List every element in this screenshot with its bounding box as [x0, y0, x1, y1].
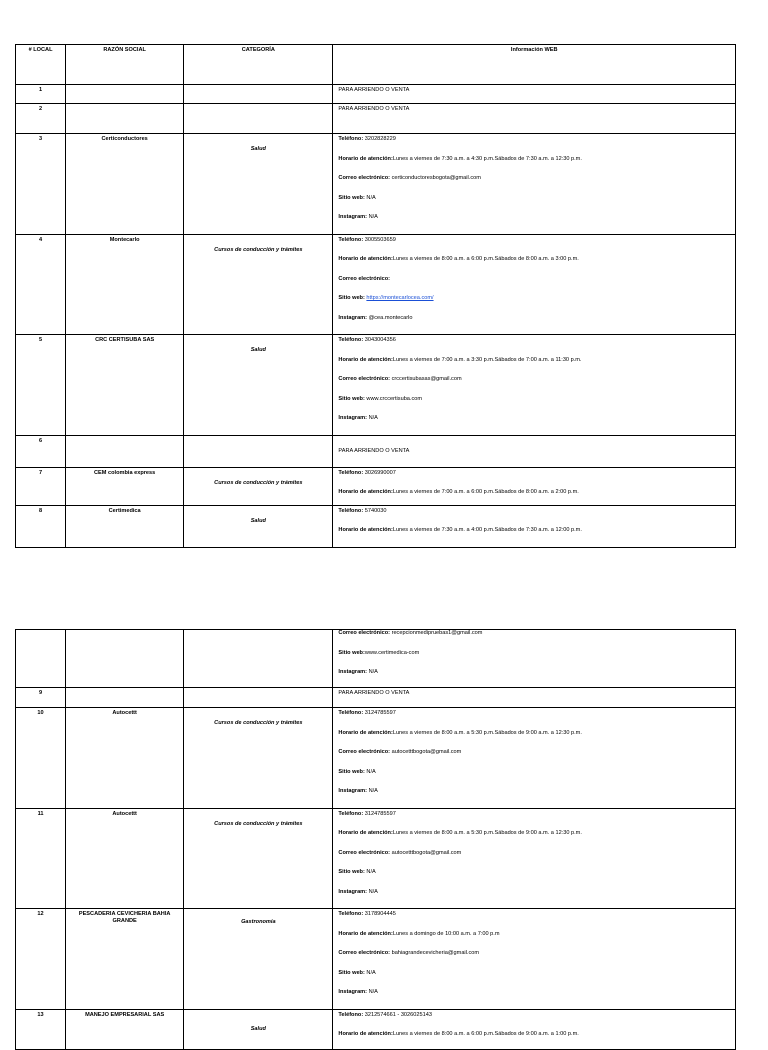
instagram-value: N/A: [367, 415, 378, 421]
hours-label: Horario de atención:: [338, 489, 393, 495]
hours-value: Lunes a viernes de 7:30 a.m. a 4:00 p.m.Sábados de 7:30 a.m. a 12:00 p.m.: [392, 527, 582, 533]
instagram-value: N/A: [367, 888, 378, 895]
phone-value: 3124785597: [363, 710, 396, 716]
row-number: 7: [16, 467, 66, 505]
row-info: [333, 1009, 736, 1049]
instagram-line: [338, 989, 735, 1009]
row-number: 5: [16, 335, 66, 436]
table-row: [16, 505, 736, 547]
email-label: Correo electrónico:: [338, 849, 391, 856]
row-category: Salud: [184, 335, 333, 436]
email-label: Correo electrónico:: [338, 376, 391, 382]
instagram-value: N/A: [367, 788, 378, 794]
phone-value: 3212574661 - 3026025143: [363, 1011, 432, 1018]
row-info: [333, 335, 736, 436]
phone-value: 3005503659: [363, 236, 396, 243]
website-label: Sitio web:: [338, 295, 365, 301]
website-line: [338, 295, 735, 315]
email-line: [338, 749, 735, 769]
hours-label: Horario de atención:: [338, 256, 393, 262]
table-row: [16, 688, 736, 708]
table-row: [16, 85, 736, 104]
hours-value: Lunes a viernes de 7:00 a.m. a 6:00 p.m.Sábados de 8:00 a.m. a 2:00 p.m.: [392, 489, 579, 495]
table-row: [16, 104, 736, 134]
hours-label: Horario de atención:: [338, 155, 393, 162]
phone-line: [338, 811, 735, 831]
hours-line: [338, 156, 735, 176]
email-label: Correo electrónico:: [338, 175, 391, 181]
phone-line: [338, 136, 735, 156]
phone-line: [338, 237, 735, 257]
row-number: 10: [16, 708, 66, 809]
website-value: www.crccertisuba.com: [364, 395, 423, 402]
phone-label: Teléfono:: [338, 911, 364, 917]
website-label: Sitio web:: [338, 768, 365, 775]
email-value: certiconductoresbogota@gmail.com: [390, 175, 481, 181]
phone-line: [338, 470, 735, 490]
row-category: Gastronomía: [184, 909, 333, 1010]
hours-line: [338, 527, 735, 539]
phone-value: 3043004356: [363, 337, 396, 343]
row-name: Montecarlo: [66, 234, 184, 335]
website-value: www.certimedica-com: [364, 649, 420, 656]
row-number: 6: [16, 435, 66, 467]
table-row: [16, 630, 736, 688]
email-value: recepcionmedipruebas1@gmail.com: [390, 630, 483, 636]
table-row: [16, 335, 736, 436]
website-value: N/A: [364, 869, 376, 875]
header-local: # LOCAL: [16, 45, 66, 85]
instagram-line: [338, 788, 735, 808]
phone-label: Teléfono:: [338, 710, 364, 716]
header-row: [16, 45, 736, 85]
row-name: Autocettt: [66, 708, 184, 809]
row-info: [333, 708, 736, 809]
phone-value: 3178904445: [363, 911, 396, 917]
email-value: autocetttbogota@gmail.com: [390, 749, 462, 755]
instagram-label: Instagram:: [338, 669, 368, 675]
email-line: [338, 276, 735, 296]
email-line: [338, 376, 735, 396]
hours-value: Lunes a viernes de 8:00 a.m. a 6:00 p.m.Sábados de 9:00 a.m. a 1:00 p.m.: [392, 1031, 579, 1037]
table-row: [16, 467, 736, 505]
email-label: Correo electrónico:: [338, 749, 391, 755]
phone-line: [338, 1012, 735, 1032]
hours-line: [338, 931, 735, 951]
website-line: [338, 396, 735, 416]
row-info: [333, 505, 736, 547]
row-category: [184, 104, 333, 134]
email-line: [338, 950, 735, 970]
row-info: [333, 85, 736, 104]
website-label: Sitio web:: [338, 395, 365, 402]
table-row: [16, 1009, 736, 1049]
row-name: Autocettt: [66, 808, 184, 909]
row-number: 8: [16, 505, 66, 547]
hours-label: Horario de atención:: [338, 356, 393, 363]
header-info-web: Información WEB: [333, 45, 736, 85]
hours-value: Lunes a viernes de 8:00 a.m. a 5:30 p.m.Sábados de 9:00 a.m. a 12:30 p.m.: [392, 830, 582, 836]
row-info: [333, 688, 736, 708]
instagram-value: @cea.montecarlo: [367, 314, 413, 321]
row-info: [333, 467, 736, 505]
phone-value: 3026990007: [363, 469, 396, 476]
row-name: CEM colombia express: [66, 467, 184, 505]
website-line: [338, 970, 735, 990]
email-label: Correo electrónico:: [338, 950, 391, 956]
email-value: crccertisubasas@gmail.com: [390, 376, 462, 382]
hours-line: [338, 357, 735, 377]
rent-notice: PARA ARRIENDO O VENTA: [338, 447, 410, 454]
phone-value: 3202828229: [363, 136, 396, 142]
instagram-line: [338, 889, 735, 909]
website-line: [338, 650, 735, 670]
row-info: [333, 630, 736, 688]
phone-line: [338, 710, 735, 730]
hours-line: [338, 256, 735, 276]
row-name: [66, 688, 184, 708]
instagram-label: Instagram:: [338, 214, 368, 220]
row-category: [184, 85, 333, 104]
row-name: CRC CERTISUBA SAS: [66, 335, 184, 436]
row-number: 12: [16, 909, 66, 1010]
row-info: [333, 435, 736, 467]
row-name: PESCADERIA CEVICHERIA BAHIA GRANDE: [66, 909, 184, 1010]
rent-notice: PARA ARRIENDO O VENTA: [338, 87, 410, 93]
row-info: [333, 134, 736, 235]
row-number: 3: [16, 134, 66, 235]
phone-value: 5740030: [363, 507, 387, 514]
row-category: Salud: [184, 1009, 333, 1049]
row-info: [333, 234, 736, 335]
email-value: bahiagrandecevicheria@gmail.com: [390, 950, 480, 956]
row-number: 2: [16, 104, 66, 134]
row-number: 4: [16, 234, 66, 335]
locales-table-page-2: [15, 629, 736, 1050]
row-number: 11: [16, 808, 66, 909]
website-line: [338, 195, 735, 215]
email-line: [338, 630, 735, 650]
row-number: [16, 630, 66, 688]
website-value: N/A: [364, 969, 376, 976]
instagram-line: [338, 415, 735, 435]
email-value: autocetttbogota@gmail.com: [390, 849, 462, 856]
phone-label: Teléfono:: [338, 1011, 364, 1018]
table-row: [16, 708, 736, 809]
instagram-value: N/A: [367, 214, 378, 220]
row-category: Salud: [184, 505, 333, 547]
header-categoria: CATEGORÍA: [184, 45, 333, 85]
instagram-line: [338, 315, 735, 335]
instagram-value: N/A: [367, 989, 378, 995]
row-category: Cursos de conducción y trámites: [184, 708, 333, 809]
website-line: [338, 869, 735, 889]
phone-line: [338, 337, 735, 357]
phone-label: Teléfono:: [338, 136, 364, 142]
rent-notice: PARA ARRIENDO O VENTA: [338, 106, 410, 112]
website-link[interactable]: https://montecarlocea.com/: [366, 295, 434, 301]
phone-label: Teléfono:: [338, 507, 364, 514]
hours-value: Lunes a viernes de 8:00 a.m. a 6:00 p.m.Sábados de 8:00 a.m. a 3:00 p.m.: [392, 256, 579, 262]
phone-line: [338, 911, 735, 931]
website-label: Sitio web:: [338, 649, 365, 656]
email-line: [338, 175, 735, 195]
instagram-line: [338, 669, 735, 681]
row-category: [184, 688, 333, 708]
row-category: Cursos de conducción y trámites: [184, 467, 333, 505]
phone-label: Teléfono:: [338, 810, 364, 817]
header-razon-social: RAZÓN SOCIAL: [66, 45, 184, 85]
phone-label: Teléfono:: [338, 236, 364, 243]
hours-label: Horario de atención:: [338, 1031, 393, 1037]
instagram-label: Instagram:: [338, 415, 368, 421]
phone-label: Teléfono:: [338, 337, 364, 343]
row-info: [333, 104, 736, 134]
website-value: N/A: [364, 768, 376, 775]
hours-label: Horario de atención:: [338, 729, 393, 736]
row-number: 9: [16, 688, 66, 708]
website-label: Sitio web:: [338, 194, 365, 201]
row-name: Certiconductores: [66, 134, 184, 235]
table-row: [16, 435, 736, 467]
instagram-label: Instagram:: [338, 989, 368, 995]
rent-notice: PARA ARRIENDO O VENTA: [338, 690, 410, 696]
row-info: [333, 808, 736, 909]
row-category: Salud: [184, 134, 333, 235]
email-line: [338, 850, 735, 870]
instagram-label: Instagram:: [338, 314, 368, 321]
website-line: [338, 769, 735, 789]
hours-line: [338, 730, 735, 750]
hours-value: Lunes a viernes de 7:30 a.m. a 4:30 p.m.Sábados de 7:30 a.m. a 12:30 p.m.: [392, 155, 582, 162]
phone-label: Teléfono:: [338, 469, 364, 476]
hours-label: Horario de atención:: [338, 527, 393, 533]
hours-line: [338, 1031, 735, 1043]
hours-line: [338, 830, 735, 850]
email-label: Correo electrónico:: [338, 630, 391, 636]
phone-value: 3124785597: [363, 810, 396, 817]
row-name: [66, 85, 184, 104]
instagram-line: [338, 214, 735, 234]
table-row: [16, 234, 736, 335]
row-name: [66, 435, 184, 467]
website-value: N/A: [364, 194, 376, 201]
hours-value: Lunes a domingo de 10:00 a.m. a 7:00 p.m: [392, 930, 500, 937]
row-category: Cursos de conducción y trámites: [184, 808, 333, 909]
table-row: [16, 134, 736, 235]
row-number: 1: [16, 85, 66, 104]
website-label: Sitio web:: [338, 869, 365, 875]
instagram-label: Instagram:: [338, 888, 368, 895]
hours-value: Lunes a viernes de 8:00 a.m. a 5:30 p.m.Sábados de 9:00 a.m. a 12:30 p.m.: [392, 729, 582, 736]
row-name: [66, 104, 184, 134]
email-label: Correo electrónico:: [338, 275, 391, 282]
row-name: Certimedica: [66, 505, 184, 547]
instagram-value: N/A: [367, 669, 378, 675]
instagram-label: Instagram:: [338, 788, 368, 794]
row-name: [66, 630, 184, 688]
hours-line: [338, 489, 735, 501]
hours-value: Lunes a viernes de 7:00 a.m. a 3:30 p.m.Sábados de 7:00 a.m. a 11:30 p.m.: [392, 356, 582, 363]
row-info: [333, 909, 736, 1010]
table-row: [16, 808, 736, 909]
locales-table-page-1: [15, 44, 736, 548]
hours-label: Horario de atención:: [338, 930, 393, 937]
phone-line: [338, 508, 735, 528]
row-name: MANEJO EMPRESARIAL SAS: [66, 1009, 184, 1049]
row-category: Cursos de conducción y trámites: [184, 234, 333, 335]
row-category: [184, 630, 333, 688]
website-label: Sitio web:: [338, 969, 365, 976]
row-number: 13: [16, 1009, 66, 1049]
row-category: [184, 435, 333, 467]
table-row: [16, 909, 736, 1010]
hours-label: Horario de atención:: [338, 830, 393, 836]
